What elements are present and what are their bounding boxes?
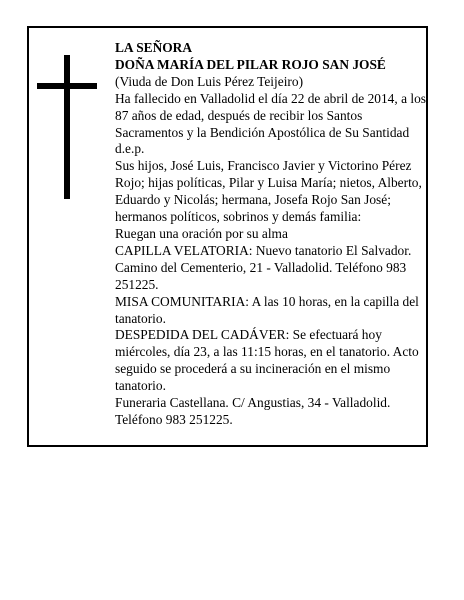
- mass-info: MISA COMUNITARIA: A las 10 horas, en la capilla del tanatorio.: [115, 293, 419, 326]
- cross-icon: [37, 55, 97, 199]
- deceased-name: DOÑA MARÍA DEL PILAR ROJO SAN JOSÉ: [115, 56, 386, 72]
- notice-text: [115, 40, 427, 429]
- dep-abbreviation: d.e.p.: [115, 141, 145, 157]
- death-announcement: Ha fallecido en Valladolid el día 22 de abril de 2014, a los 87 años de edad, después de recibir los Santos Sacramentos y la Bendición Apostólica de Su Santidad: [115, 90, 426, 140]
- farewell-info: DESPEDIDA DEL CADÁVER: Se efectuará hoy miércoles, día 23, a las 11:15 horas, en el tanatorio. Acto seguido se procederá a su incineración en el mismo tanatorio.: [115, 327, 419, 394]
- widow-of: (Viuda de Don Luis Pérez Teijeiro): [115, 73, 304, 89]
- obituary-notice: [27, 26, 428, 447]
- family-list: Sus hijos, José Luis, Francisco Javier y Victorino Pérez Rojo; hijas políticas, Pilar y Luisa María; nietos, Alberto, Eduardo y Nicolás; hermana, Josefa Rojo San José; hermanos políticos, sobrinos y demás familia:: [115, 158, 422, 225]
- notice-title: LA SEÑORA: [115, 40, 193, 55]
- cross-horizontal-bar: [37, 83, 97, 89]
- chapel-info: CAPILLA VELATORIA: Nuevo tanatorio El Salvador. Camino del Cementerio, 21 - Valladolid. Teléfono 983 251225.: [115, 242, 412, 292]
- funeral-home-info: Funeraria Castellana. C/ Angustias, 34 - Valladolid. Teléfono 983 251225.: [115, 395, 391, 427]
- prayer-request: Ruegan una oración por su alma: [115, 225, 288, 241]
- cross-vertical-bar: [64, 55, 70, 199]
